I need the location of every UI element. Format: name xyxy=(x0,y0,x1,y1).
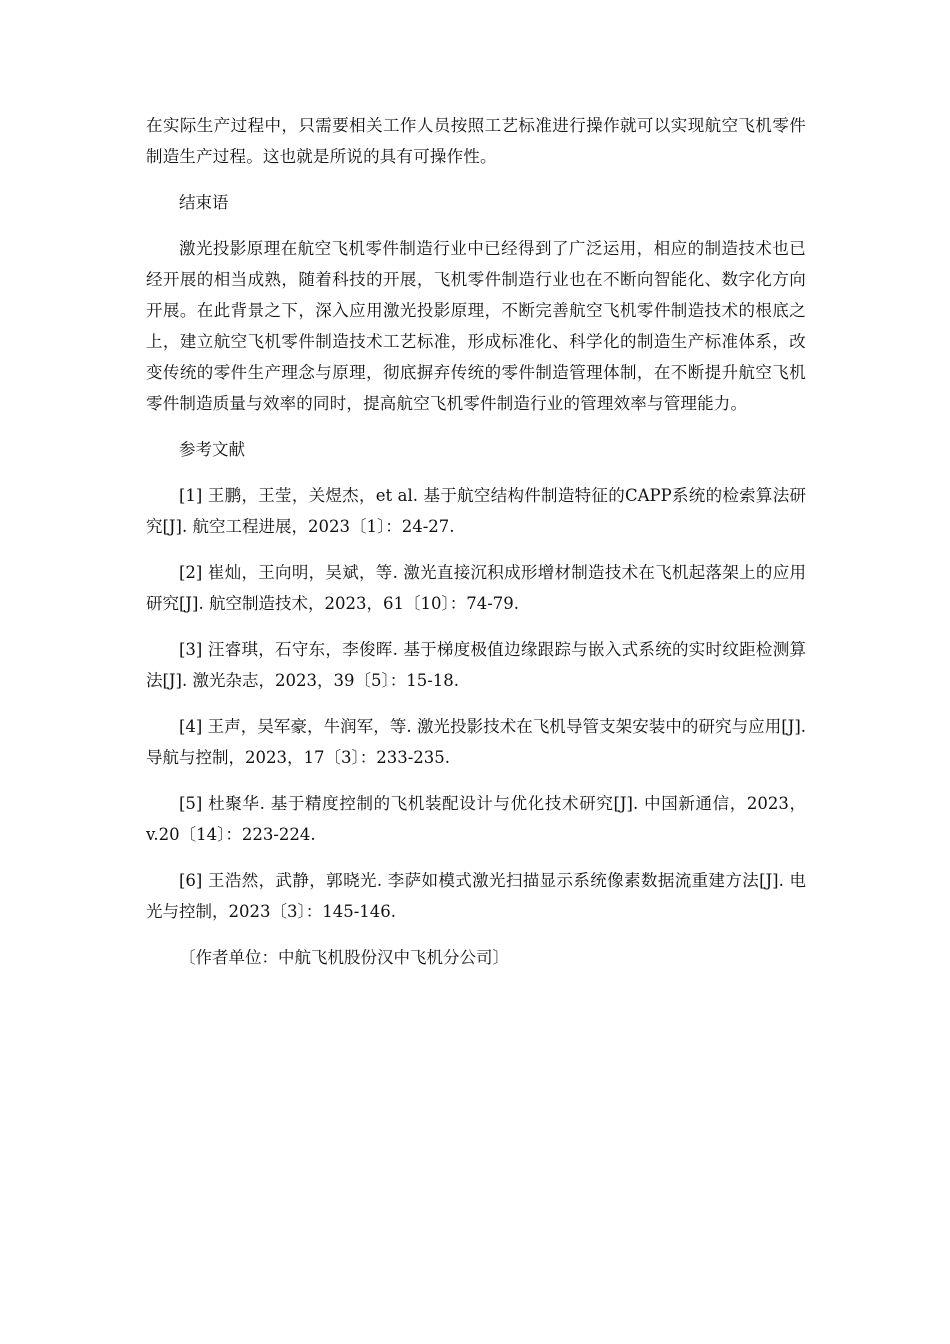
reference-list xyxy=(146,480,806,927)
conclusion-heading: 结束语 xyxy=(179,193,229,212)
reference-item: [2] 崔灿，王向明，吴斌，等. 激光直接沉积成形增材制造技术在飞机起落架上的应用研究[J]. 航空制造技术，2023，61〔10〕：74-79. xyxy=(146,563,806,613)
reference-item: [1] 王鹏，王莹，关煜杰，et al. 基于航空结构件制造特征的CAPP系统的检索算法研究[J]. 航空工程进展，2023〔1〕：24-27. xyxy=(146,486,806,536)
reference-item: [6] 王浩然，武静，郭晓光. 李萨如模式激光扫描显示系统像素数据流重建方法[J]. 电光与控制，2023〔3〕：145-146. xyxy=(146,871,806,921)
author-affiliation: 〔作者单位：中航飞机股份汉中飞机分公司〕 xyxy=(179,948,509,967)
reference-item: [5] 杜聚华. 基于精度控制的飞机装配设计与优化技术研究[J]. 中国新通信，2023，v.20〔14〕：223-224. xyxy=(146,794,806,844)
document-page xyxy=(146,110,806,973)
intro-paragraph: 在实际生产过程中，只需要相关工作人员按照工艺标准进行操作就可以实现航空飞机零件制造生产过程。这也就是所说的具有可操作性。 xyxy=(146,116,806,166)
reference-item: [4] 王声，吴军豪，牛润军，等. 激光投影技术在飞机导管支架安装中的研究与应用[J]. 导航与控制，2023，17〔3〕：233-235. xyxy=(146,717,806,767)
conclusion-paragraph: 激光投影原理在航空飞机零件制造行业中已经得到了广泛运用，相应的制造技术也已经开展的相当成熟，随着科技的开展，飞机零件制造行业也在不断向智能化、数字化方向开展。在此背景之下，深入应用激光投影原理，不断完善航空飞机零件制造技术的根底之上，建立航空飞机零件制造技术工艺标准，形成标准化、科学化的制造生产标准体系，改变传统的零件生产理念与原理，彻底摒弃传统的零件制造管理体制，在不断提升航空飞机零件制造质量与效率的同时，提高航空飞机零件制造行业的管理效率与管理能力。 xyxy=(146,239,806,413)
reference-item: [3] 汪睿琪，石守东，李俊晖. 基于梯度极值边缘跟踪与嵌入式系统的实时纹距检测算法[J]. 激光杂志，2023，39〔5〕：15-18. xyxy=(146,640,806,690)
references-heading: 参考文献 xyxy=(179,440,245,459)
